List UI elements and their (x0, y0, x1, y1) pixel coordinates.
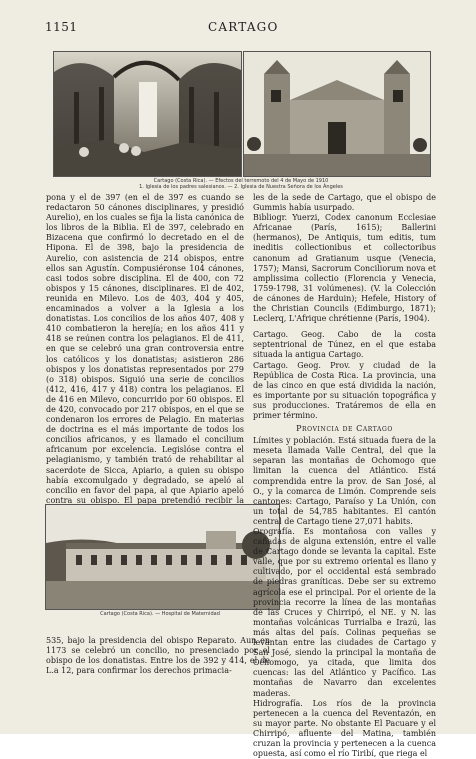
hospital-building-photo (45, 504, 280, 610)
left-column-text (46, 193, 244, 503)
photo-image (54, 52, 241, 176)
paragraph-geo-2: Cartago. Geog. Prov. y ciudad de la República de Costa Rica. La provincia, una de las cinco en que está dividida la nación, es importante por su situación topográfica y sus producciones. Tratáremos de ella en primer término. (253, 360, 436, 420)
left-column-bottom-text (46, 636, 270, 726)
right-column-text (253, 193, 436, 759)
paragraph-limits: Límites y población. Está situada fuera de la meseta llamada Valle Central, del que la separan las montañas de Ochomogo que limitan la cuenca del Atlántico. Está comprendida entre la prov. de San José, al O., y la comarca de Limón. Comprende seis cantones: Cartago, Paraíso y La Unión, con un total de 54,785 habitantes. El cantón central de Cartago tiene 27,071 habits. (253, 436, 436, 526)
church-facade-photo (243, 51, 431, 177)
page-number: 1151 (45, 20, 78, 34)
bottom-figure-caption: Cartago (Costa Rica). — Hospital de Maternidad (100, 611, 220, 617)
paragraph-lead: les de la sede de Cartago, que el obispo de Gummis había usurpado. (253, 193, 436, 213)
section-heading: Provincia de Cartago (296, 424, 393, 434)
paragraph-orography: Orografía. Es montañosa con valles y cañadas de alguna extensión, entre el valle de Cartago donde se levanta la capital. Este valle, que por su extremo oriental es llano y cultivado, por el occidental está sembrado de piedras graníticas. Debe ser su extremo agrícola ese el principal. Por el oriente de la provincia recorre la línea de las montañas de las Cruces y Chirripó, el NE. y N. las montañas volcánicas Turrialba e Irazú, las más altas del país. Colinas pequeñas se levantan entre las ciudades de Cartago y San José, siendo la principal la montaña de Ochomogo, ya citada, que limita dos cuencas: las del Atlántico y Pacífico. Las montañas de Navarro dan excelentes maderas. (253, 527, 436, 698)
photo-image (244, 52, 430, 176)
paragraph-geo-1: Cartago. Geog. Cabo de la costa septentrional de Túnez, en el que estaba situada la antigua Cartago. (253, 330, 436, 360)
top-figure-caption: Cartago (Costa Rica). — Efectos del terremoto del 4 de Mayo de 1910 1. Iglesia de los padres salesianos. — 2. Iglesia de Nuestra Señora de los Ángeles (139, 178, 343, 190)
paragraph-bibliography: Bibliogr. Yuerzi, Codex canonum Ecclesiae Africanae (París, 1615); Ballerini (hermanos), De Antiquis, tum editis, tum ineditis collectionibus et collectoribus canonum ad Gratianum usque (Venecia, 1757); Mansi, Sacrorum Conciliorum nova et amplissima collectio (Florencia y Venecia, 1759-1798, 31 volúmenes). (V. la Colección de cánones de Harduin); Hefele, History of the Christian Councils (Edimburgo, 1871); Leclerq, L'Afrique chrétienne (París, 1904). (253, 213, 436, 324)
paragraph: pona y el de 397 (en el de 397 es cuando se redactaron 50 cánones disciplinares, y presidió Aurelio), en los cuales se fija la lista canónica de los libros de la Biblia. El de 397, celebrado en Bizacena que confirmó lo decretado en el de Hipona. El de 398, bajo la presidencia de Aurelio, con asistencia de 214 obispos, entre ellos san Agustín. Compusiéronse 104 cánones, casi todos sobre disciplina. El de 400, con 72 obispos y 15 cánones, disciplinares. El de 402, reunida en Milevo. Los de 403, 404 y 405, encaminados a volver a la Iglesia a los donatistas. Los concilios de los años 407, 408 y 410 combatieron la herejía; en los años 411 y 418 se reúnen contra los pelagianos. El de 411, en que se celebró una gran controversia entre los católicos y los donatistas; asistieron 286 obispos y los donatistas representados por 279 (o 318) obispos. Siguió una serie de concilios (412, 416, 417 y 418) contra los pelagianos. El de 416 en Milevo, concurrido por 60 obispos. El de 420, convocado por 217 obispos, en el que se condenaron los errores de Pelagio. En materias de doctrina es el más importante de todos los concilios africanos, y es llamado el concilium africanum por excelencia. Legislóse contra el pelagianismo, y también trató de rehabilitar al sacerdote de Sicca, Apiario, a quien su obispo había excomulgado y degradado, se apeló al concilio en favor del papa, al que Apiario apeló contra su obispo. El papa pretendió recibir la (46, 193, 244, 505)
photo-image (46, 505, 279, 609)
church-ruins-photo (53, 51, 242, 177)
paragraph: 535, bajo la presidencia del obispo Reparato. Aun en 1173 se celebró un concilio, no presenciado por el obispo de los donatistas. Entre los de 392 y 414, el de L.a 12, para confirmar los derechos primacia- (46, 636, 270, 676)
running-title: CARTAGO (208, 20, 279, 34)
paragraph-hydrography: Hidrografía. Los ríos de la provincia pertenecen a la cuenca del Reventazón, en su mayor parte. No obstante El Pacuare y el Chirripó, afluente del Matina, también cruzan la provincia y pertenecen a la cuenca opuesta, así como el río Tiribí, que riega el (253, 698, 436, 759)
